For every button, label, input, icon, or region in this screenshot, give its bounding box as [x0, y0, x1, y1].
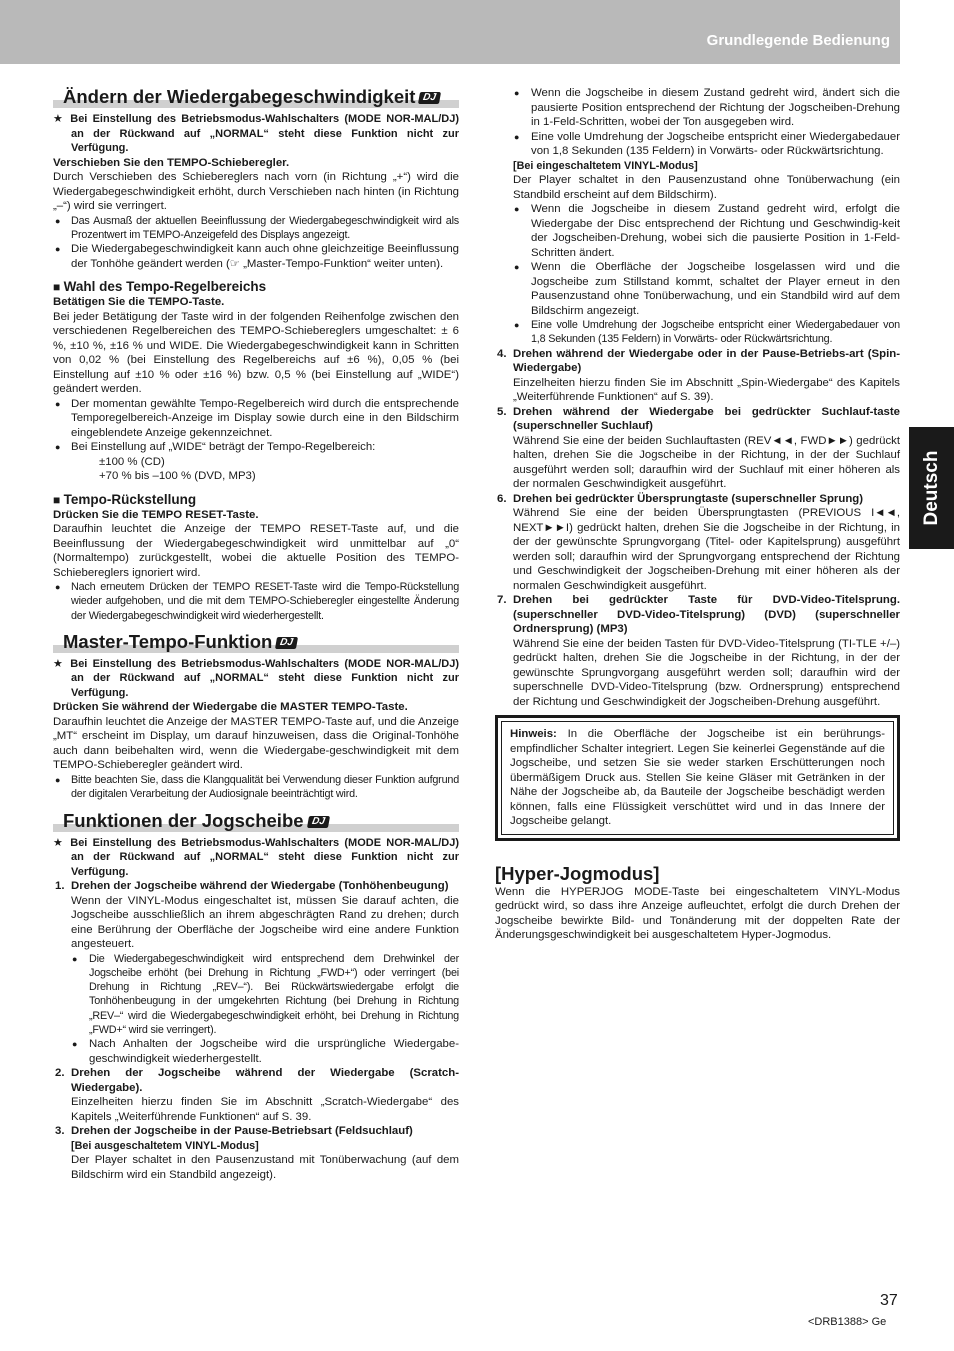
instruction: Betätigen Sie die TEMPO-Taste.	[53, 296, 225, 309]
numbered-item: 7. Drehen bei gedrückter Taste für DVD-Video-Titelsprung. (superschneller DVD-Video-Titelsprung) (DVD) (superschneller Ordnersprung) (MP3)	[497, 594, 900, 636]
language-tab-label: Deutsch	[920, 450, 942, 526]
heading-playback-speed: Ändern der Wiedergabegeschwindigkeit DJ	[53, 86, 459, 108]
numbered-item: 6. Drehen bei gedrückter Übersprungtaste (superschneller Sprung)	[497, 492, 864, 505]
heading-master-tempo: Master-Tempo-Funktion DJ	[53, 631, 459, 653]
paragraph: Während Sie eine der beiden Übersprungtasten (PREVIOUS I◄◄, NEXT►►I) gedrückt halten, drehen Sie die Jogscheibe in der Richtung, in der der gewünschte Sprungvorgang (Titel- oder Kapitelsprung) ausgeführt werden soll; daraufhin wird der Sprungvorgang entsprechend der Richtung und Geschwindigkeit der Jogscheiben-Drehung mit einer höheren als der normalen Geschwindigkeit ausgeführt.	[513, 507, 900, 592]
paragraph: Einzelheiten hierzu finden Sie im Abschnitt „Scratch-Wiedergabe“ des Kapitels „Weiterführende Funktionen“ auf S. 39.	[71, 1096, 459, 1123]
bullet: ● Bei Einstellung auf „WIDE“ beträgt der Tempo-Regelbereich:	[53, 440, 459, 455]
paragraph: Einzelheiten hierzu finden Sie im Abschnitt „Spin-Wiedergabe“ des Kapitels „Weiterführende Funktionen“ auf S. 39).	[513, 376, 900, 404]
bullet: ● Wenn die Jogscheibe in diesem Zustand gedreht wird, ändert sich die pausierte Position entsprechend der Richtung der Jogscheiben-Drehung in 1-Feld-Schritten, wobei der Ton ausgegeben wird.	[495, 86, 900, 130]
heading-jog-dial: Funktionen der Jogscheibe DJ	[53, 810, 459, 832]
paragraph: Wenn die HYPERJOG MODE-Taste bei eingeschaltetem VINYL-Modus gedrückt wird, so dass ihre Anzeige aufleuchtet, erfolgt die durch Drehen der Jogscheibe bewirkte Bild- und Tonänderung mit der doppelten Rate der Änderungsgeschwindigkeit bei ausgeschaltetem Hyper-Jogmodus.	[495, 885, 900, 942]
note-text: Hinweis: In die Oberfläche der Jogscheibe ist ein berührungs-empfindlicher Schalter integriert. Legen Sie keinerlei Gegenstände auf die Jogscheibe, und setzen Sie sie weder starken Erschütterungen noch übermäßigem Druck aus. Stellen Sie keine Gläser mit Getränken in der Nähe der Jogscheibe ab, da Bauteile der Jogscheibe beschädigt werden können, falls eine Flüssigkeit verschüttet wird und in das Innere der Jogscheibe gelangt.	[510, 728, 886, 828]
numbered-item: 3. Drehen der Jogscheibe in der Pause-Betriebsart (Feldsuchlauf)	[55, 1125, 413, 1138]
numbered-item: 4. Drehen während der Wiedergabe oder in der Pause-Betriebs-art (Spin-Wiedergabe)	[497, 347, 900, 375]
range-cd: ±100 % (CD)	[99, 455, 165, 468]
numbered-item: 2. Drehen der Jogscheibe während der Wiedergabe (Scratch-Wiedergabe).	[55, 1067, 459, 1094]
header-bar	[0, 0, 900, 64]
bullet: ● Nach erneutem Drücken der TEMPO RESET-Taste wird die Tempo-Rückstellung wieder aufgehoben, und die mit dem TEMPO-Schieberegler eingestellte Änderung der Wiedergabegeschwindigkeit wird wiederhergestellt.	[53, 580, 459, 623]
note-box	[495, 715, 900, 841]
bullet: ● Nach Anhalten der Jogscheibe wird die ursprüngliche Wiedergabe-geschwindigkeit wiederhergestellt.	[53, 1037, 459, 1066]
bullet: ● Eine volle Umdrehung der Jogscheibe entspricht einer Wiedergabedauer von 1,8 Sekunden (135 Feldern) in Vorwärts- oder Rückwärtsrichtung.	[495, 130, 900, 159]
numbered-item: 5. Drehen während der Wiedergabe bei gedrückter Suchlauf-taste (superschneller Suchlauf)	[497, 405, 900, 433]
subheading-tempo-range: ■ Wahl des Tempo-Regelbereichs	[53, 279, 459, 295]
note-star: ★ Bei Einstellung des Betriebsmodus-Wahlschalters (MODE NOR-MAL/DJ) an der Rückwand auf „NORMAL“ steht diese Funktion nicht zur Verfügung.	[53, 836, 459, 878]
dj-badge-icon: DJ	[418, 92, 441, 104]
page-number: 37	[880, 1292, 898, 1309]
paragraph: Während Sie eine der beiden Suchlauftasten (REV◄◄, FWD►►) gedrückt halten, drehen Sie die Jogscheibe in der Richtung, in der der Suchlauf ausgeführt werden soll; daraufhin wird der Suchlauf mit einer höheren als der normalen Geschwindigkeit ausgeführt.	[513, 434, 900, 491]
paragraph: Der Player schaltet in den Pausenzustand ohne Tonüberwachung (ein Standbild erscheint auf dem Bildschirm).	[513, 174, 900, 201]
bullet: ● Eine volle Umdrehung der Jogscheibe entspricht einer Wiedergabedauer von 1,8 Sekunden (135 Feldern) in Vorwärts- oder Rückwärtsrichtung.	[495, 318, 900, 347]
note-star: ★ Bei Einstellung des Betriebsmodus-Wahlschalters (MODE NOR-MAL/DJ) an der Rückwand auf „NORMAL“ steht diese Funktion nicht zur Verfügung.	[53, 657, 459, 699]
note-star: ★ Bei Einstellung des Betriebsmodus-Wahlschalters (MODE NOR-MAL/DJ) an der Rückwand auf „NORMAL“ steht diese Funktion nicht zur Verfügung.	[53, 113, 459, 154]
bullet: ● Der momentan gewählte Tempo-Regelbereich wird durch die entsprechende Temporegelbereich-Anzeige im Display sowie durch eine in den Bildschirm eingeblendete Anzeige gekennzeichnet.	[53, 397, 459, 441]
bullet: ● Bitte beachten Sie, dass die Klangqualität bei Verwendung dieser Funktion aufgrund der digitalen Verarbeitung der Audiosignale beeinträchtigt wird.	[53, 773, 459, 802]
instruction: Drücken Sie während der Wiedergabe die MASTER TEMPO-Taste.	[53, 701, 408, 714]
paragraph: Bei jeder Betätigung der Taste wird in der folgenden Reihenfolge zwischen den verschiedenen Regelbereichen des TEMPO-Schiebereglers umgeschaltet: ± 6 %, ±10 %, ±16 % und WIDE. Die Wiedergabegeschwindigkeit kann in Schritten von 0,02 % (bei Einstellung des Regelbereichs auf ±6 %), 0,05 % (bei Einstellung auf ±10 % oder ±16 %) bzw. 0,5 % (bei Einstellung auf „WIDE“) geändert werden.	[53, 310, 459, 396]
bullet: ● Wenn die Jogscheibe in diesem Zustand gedreht wird, erfolgt die Wiedergabe der Disc entsprechend der Richtung und Geschwindig-keit der Jogscheiben-Drehung, wobei sich die pausierte Position in 1-Feld-Schritten ändert.	[495, 202, 900, 260]
bullet: ● Wenn die Oberfläche der Jogscheibe losgelassen wird und die Jogscheibe zum Stillstand kommt, schaltet der Player erneut in den Pausenzustand ohne Tonüberwachung, und ein Standbild wird auf dem Bildschirm angezeigt.	[495, 260, 900, 318]
subheading-tempo-reset: ■ Tempo-Rückstellung	[53, 492, 459, 508]
dj-badge-icon: DJ	[275, 637, 298, 649]
paragraph: Während Sie eine der beiden Tasten für DVD-Video-Titelsprung (TI-TLE +/–) gedrückt halten, drehen Sie die Jogscheibe in der Richtung, in der der gewünschte Sprungvorgang ausgeführt werden soll; daraufhin wird der superschnelle DVD-Video-Titelsprung (bzw. Ordnersprung) entsprechend der Richtung und Geschwindigkeit der Jogscheiben-Drehung ausgeführt.	[513, 637, 900, 708]
heading-hyper-jog: [Hyper-Jogmodus]	[495, 862, 660, 884]
bullet: ● Die Wiedergabegeschwindigkeit kann auch ohne gleichzeitige Beeinflussung der Tonhöhe geändert werden (☞ „Master-Tempo-Funktion“ weiter unten).	[53, 242, 459, 271]
paragraph: Wenn der VINYL-Modus eingeschaltet ist, müssen Sie darauf achten, die Jogscheibe ausschließlich an ihrem abgeschrägten Rand zu drehen; durch eine Berührung der Oberfläche der Jogscheibe wird eine andere Funktion angesteuert.	[71, 894, 459, 951]
mode-label: [Bei eingeschaltetem VINYL-Modus]	[513, 159, 698, 172]
mode-label: [Bei ausgeschaltetem VINYL-Modus]	[71, 1139, 259, 1152]
instruction: Verschieben Sie den TEMPO-Schieberegler.	[53, 156, 290, 169]
language-tab	[909, 427, 954, 549]
paragraph: Der Player schaltet in den Pausenzustand mit Tonüberwachung (auf dem Bildschirm wird ein Standbild angezeigt).	[71, 1154, 459, 1181]
left-column	[53, 86, 459, 1182]
bullet: ● Die Wiedergabegeschwindigkeit wird entsprechend dem Drehwinkel der Jogscheibe erhöht (bei Drehung in Richtung „FWD+“) oder verringert (bei Drehung in Richtung „REV–“). Bei Rückwärtswiedergabe erfolgt die Tonhöhenbeugung in der umgekehrten Richtung (bei Drehung in Richtung „REV–“ wird die Wiedergabegeschwindigkeit erhöht, bei Drehung in Richtung „FWD+“ wird sie verringert).	[53, 952, 459, 1038]
instruction: Drücken Sie die TEMPO RESET-Taste.	[53, 508, 259, 521]
dj-badge-icon: DJ	[306, 816, 329, 828]
document-code: <DRB1388> Ge	[808, 1316, 887, 1328]
numbered-item: 1. Drehen der Jogscheibe während der Wiedergabe (Tonhöhenbeugung)	[55, 880, 449, 893]
paragraph: Daraufhin leuchtet die Anzeige der TEMPO RESET-Taste auf, und die Beeinflussung der Wiedergabegeschwindigkeit wird unmittelbar auf „0“ (Normaltempo) zurückgestellt, wobei die aktuelle Position des TEMPO-Schiebereglers ignoriert wird.	[53, 523, 459, 579]
section-title: Grundlegende Bedienung	[706, 32, 890, 49]
range-dvd: +70 % bis –100 % (DVD, MP3)	[99, 470, 256, 483]
right-column	[495, 86, 900, 943]
paragraph: Durch Verschieben des Schiebereglers nach vorn (in Richtung „+“) wird die Wiedergabegeschwindigkeit erhöht, durch Verschieben nach hinten (in Richtung „–“) wird sie verringert.	[53, 171, 459, 212]
paragraph: Daraufhin leuchtet die Anzeige der MASTER TEMPO-Taste auf, und die Anzeige „MT“ erscheint im Display, um darauf hinzuweisen, dass die Original-Tonhöhe auch dann beibehalten wird, wenn die Wiedergabe-geschwindigkeit mit dem TEMPO-Schieberegler geändert wird.	[53, 715, 459, 772]
bullet: ● Das Ausmaß der aktuellen Beeinflussung der Wiedergabegeschwindigkeit wird als Prozentwert im TEMPO-Anzeigefeld des Displays angezeigt.	[53, 214, 459, 243]
